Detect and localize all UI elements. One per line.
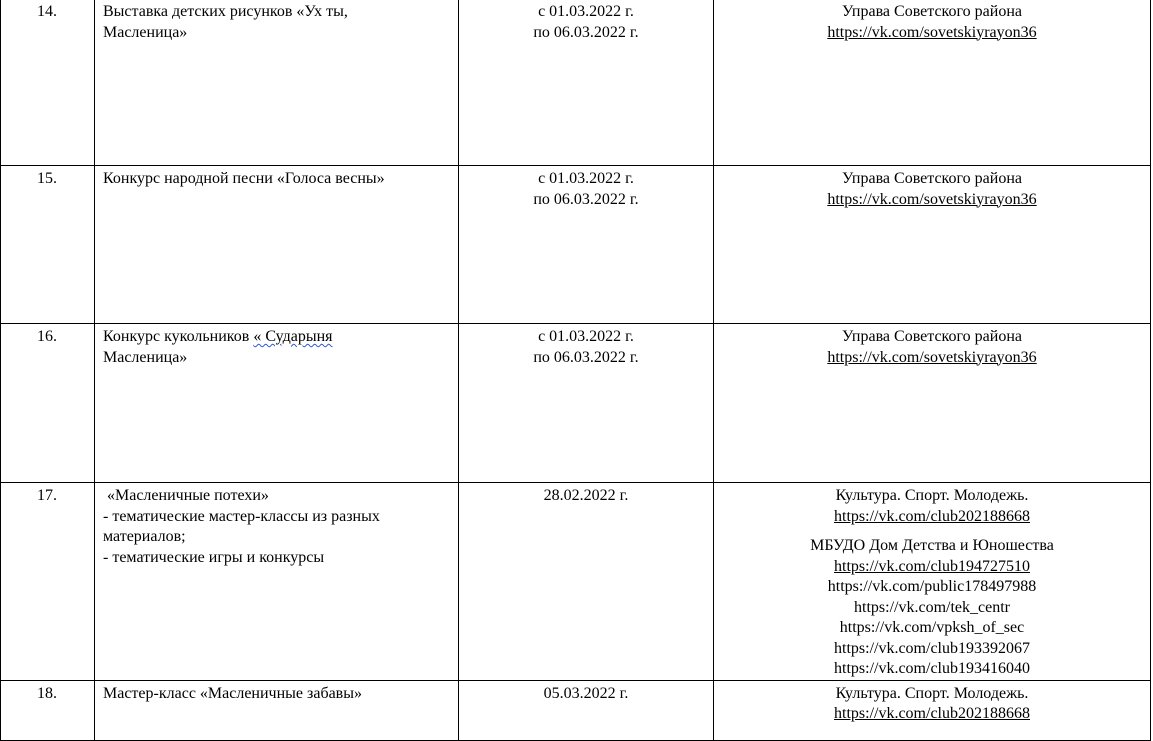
- event-name-line: [103, 327, 452, 348]
- event-date: [459, 166, 714, 324]
- event-name-line: Конкурс народной песни «Голоса весны»: [103, 170, 385, 187]
- table-row: [1, 680, 1151, 740]
- paragraph-gap: [714, 527, 1150, 536]
- organizer-url: https://vk.com/public178497988: [827, 578, 1037, 595]
- organizer-url: https://vk.com/club193416040: [834, 660, 1030, 677]
- row-number: 15.: [1, 166, 95, 324]
- date-single: 05.03.2022 г.: [543, 684, 629, 702]
- organizer-url: https://vk.com/tek_centr: [854, 598, 1010, 616]
- event-name: [95, 0, 459, 166]
- spellcheck-marked-text: « Сударыня: [253, 328, 333, 345]
- event-name-line: Масленица»: [103, 23, 188, 41]
- table-row: [1, 483, 1151, 681]
- date-from: с 01.03.2022 г.: [538, 3, 634, 20]
- event-name-line: Масленица»: [103, 348, 188, 366]
- event-name: [95, 483, 459, 681]
- row-number: 16.: [1, 324, 95, 483]
- organizer-name: Управа Советского района: [841, 170, 1022, 187]
- organizer-link[interactable]: https://vk.com/club202188668: [834, 507, 1030, 525]
- row-number: 17.: [1, 483, 95, 681]
- event-name-line: - тематические игры и конкурсы: [103, 548, 325, 566]
- event-date: [459, 324, 714, 483]
- row-number: 14.: [1, 0, 95, 166]
- organizer-link[interactable]: https://vk.com/sovetskiyrayon36: [827, 348, 1037, 366]
- organizer: [714, 680, 1151, 740]
- table-row: [1, 0, 1151, 166]
- date-single: 28.02.2022 г.: [543, 487, 629, 504]
- event-name-line: «Масленичные потехи»: [103, 487, 269, 504]
- organizer: [714, 0, 1151, 166]
- event-name: [95, 166, 459, 324]
- event-name-line: Выставка детских рисунков «Ух ты,: [103, 3, 348, 20]
- event-name: [95, 324, 459, 483]
- table-row: [1, 324, 1151, 483]
- organizer-name: МБУДО Дом Детства и Юношества: [810, 537, 1054, 554]
- date-to: по 06.03.2022 г.: [533, 348, 639, 366]
- event-date: [459, 483, 714, 681]
- organizer-name: Управа Советского района: [841, 328, 1022, 345]
- organizer: [714, 166, 1151, 324]
- organizer-link[interactable]: https://vk.com/sovetskiyrayon36: [827, 190, 1037, 208]
- event-name: [95, 680, 459, 740]
- row-number: 18.: [1, 680, 95, 740]
- event-date: [459, 0, 714, 166]
- organizer-link[interactable]: https://vk.com/sovetskiyrayon36: [827, 23, 1037, 41]
- organizer-name: Культура. Спорт. Молодежь.: [835, 487, 1029, 504]
- organizer-name: Культура. Спорт. Молодежь.: [835, 684, 1029, 702]
- table-row: [1, 166, 1151, 324]
- date-to: по 06.03.2022 г.: [533, 23, 639, 41]
- organizer: [714, 324, 1151, 483]
- organizer-link[interactable]: https://vk.com/club202188668: [834, 705, 1030, 722]
- event-name-line: Мастер-класс «Масленичные забавы»: [103, 684, 362, 702]
- organizer: [714, 483, 1151, 681]
- date-to: по 06.03.2022 г.: [533, 190, 639, 208]
- organizer-name: Управа Советского района: [841, 3, 1022, 20]
- organizer-url: https://vk.com/club193392067: [834, 639, 1030, 657]
- date-from: с 01.03.2022 г.: [538, 328, 634, 345]
- organizer-url: https://vk.com/vpksh_of_sec: [839, 619, 1025, 636]
- organizer-link[interactable]: https://vk.com/club194727510: [834, 557, 1030, 575]
- date-from: с 01.03.2022 г.: [538, 170, 634, 187]
- event-name-line: материалов;: [103, 528, 186, 545]
- event-date: [459, 680, 714, 740]
- event-name-text: Конкурс кукольников: [103, 328, 254, 345]
- event-name-line: - тематические мастер-классы из разных: [103, 507, 380, 525]
